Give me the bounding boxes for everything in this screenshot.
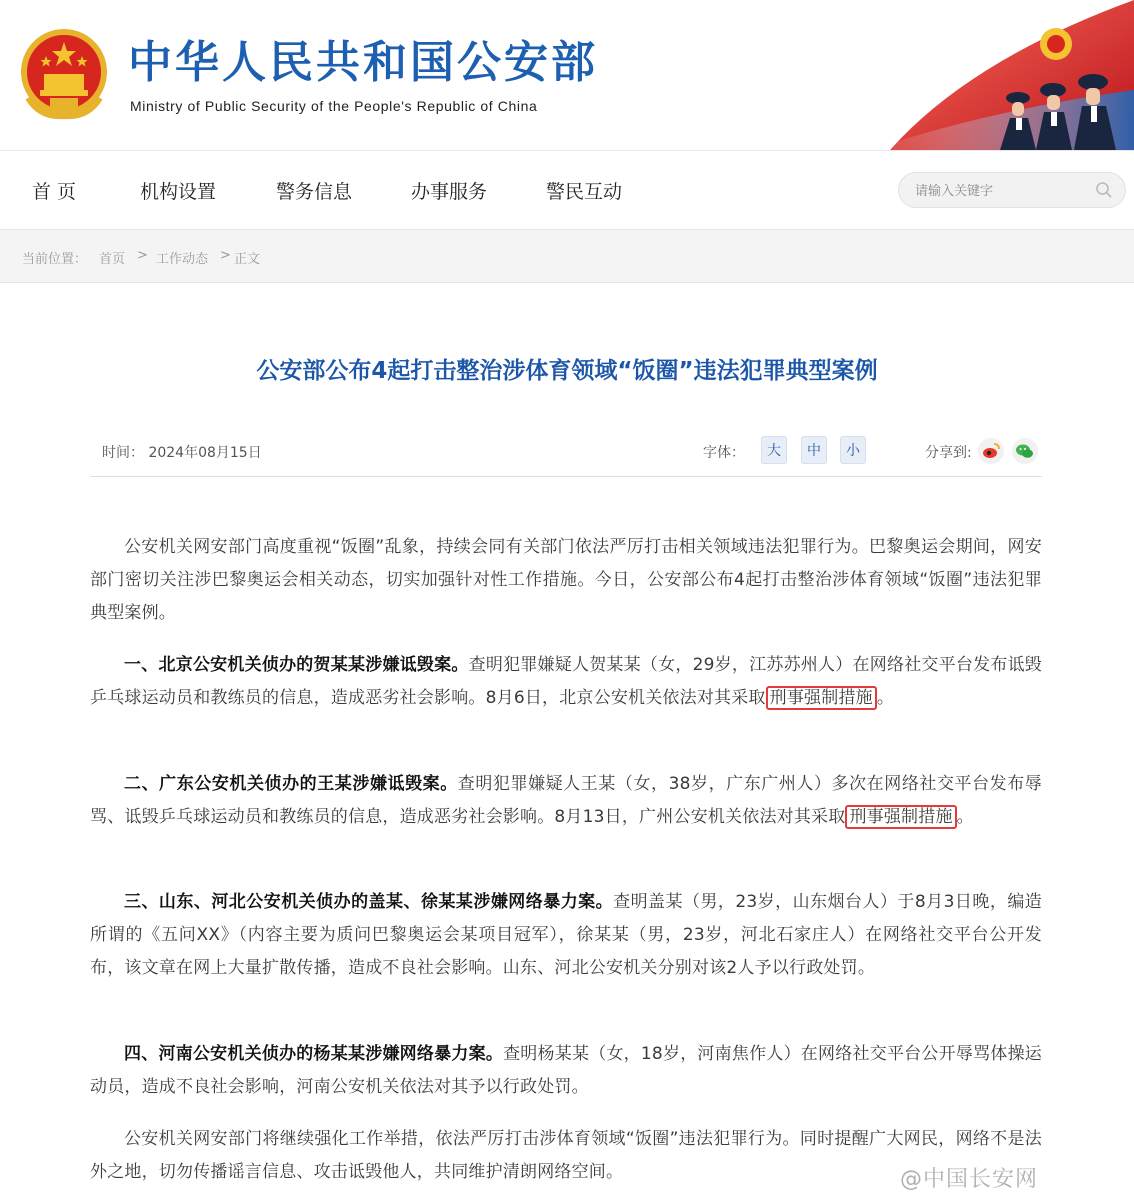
closing-text: 公安机关网安部门将继续强化工作举措，依法严厉打击涉体育领域“饭圈”违法犯罪行为。同时提醒广大网民，网络不是法外之地，切勿传播谣言信息、攻击诋毁他人，共同维护清朗网络空间。 [90, 1129, 1042, 1182]
case-body-4: 查明杨某某（女，18岁，河南焦作人）在网络社交平台公开辱骂体操运动员，造成不良社会影响，河南公安机关依法对其予以行政处罚。 [90, 1044, 1042, 1097]
font-small-button[interactable]: 小 [840, 436, 866, 464]
site-header [0, 0, 1134, 151]
case-paragraph-4 [90, 1038, 1042, 1104]
case-end-2: 。 [956, 807, 974, 827]
font-medium-button[interactable]: 中 [801, 436, 827, 464]
case-paragraph-2 [90, 768, 1042, 834]
meta-divider [90, 476, 1042, 477]
case-heading-4: 四、河南公安机关侦办的杨某某涉嫌网络暴力案。 [124, 1044, 504, 1064]
case-body-3: 查明盖某（男，23岁，山东烟台人）于8月3日晚，编造所谓的《五问XX》（内容主要为质问巴黎奥运会某项目冠军），徐某某（男，23岁，河北石家庄人）在网络社交平台公开发布，该文章在网上大量扩散传播，造成不良社会影响。山东、河北公安机关分别对该2人予以行政处罚。 [90, 892, 1042, 978]
breadcrumb-home[interactable]: 首页 [99, 252, 126, 267]
article-title: 公安部公布4起打击整治涉体育领域“饭圈”违法犯罪典型案例 [256, 358, 878, 384]
highlight-criminal-measures-2: 刑事强制措施 [845, 805, 956, 829]
case-body-2: 查明犯罪嫌疑人王某（女，38岁，广东广州人）多次在网络社交平台发布辱骂、诋毁乒乓球运动员和教练员的信息，造成恶劣社会影响。8月13日，广州公安机关依法对其采取 [90, 774, 1042, 827]
nav-item-home[interactable]: 首 页 [32, 181, 77, 203]
case-paragraph-1 [90, 649, 1042, 715]
case-heading-1: 一、北京公安机关侦办的贺某某涉嫌诋毁案。 [124, 655, 469, 675]
police-banner-image [850, 0, 1134, 150]
font-large-button[interactable]: 大 [761, 436, 787, 464]
case-end-1: 。 [876, 688, 895, 708]
watermark: @中国长安网 [900, 1167, 1039, 1192]
case-heading-3: 三、山东、河北公安机关侦办的盖某、徐某某涉嫌网络暴力案。 [124, 892, 614, 912]
nav-item-organization[interactable]: 机构设置 [140, 181, 217, 203]
breadcrumb [0, 230, 1134, 283]
case-paragraph-3 [90, 886, 1042, 985]
search-box [898, 172, 1126, 208]
national-emblem-icon [20, 28, 108, 120]
highlight-criminal-measures-1: 刑事强制措施 [766, 686, 877, 710]
intro-text: 公安机关网安部门高度重视“饭圈”乱象，持续会同有关部门依法严厉打击相关领域违法犯罪行为。巴黎奥运会期间，网安部门密切关注涉巴黎奥运会相关动态，切实加强针对性工作措施。今日，公安部公布4起打击整治涉体育领域“饭圈”违法犯罪典型案例。 [90, 537, 1042, 623]
publish-time: 时间： 2024年08月15日 [102, 445, 262, 461]
case-heading-2: 二、广东公安机关侦办的王某涉嫌诋毁案。 [124, 774, 458, 794]
site-subtitle: Ministry of Public Security of the People's Republic of China [130, 98, 538, 114]
breadcrumb-label: 当前位置： [22, 252, 88, 267]
font-size-label: 字体： [703, 445, 745, 461]
site-title: 中华人民共和国公安部 [128, 37, 598, 88]
case-body-1: 查明犯罪嫌疑人贺某某（女，29岁，江苏苏州人）在网络社交平台发布诋毁乒乓球运动员和教练员的信息，造成恶劣社会影响。8月6日，北京公安机关依法对其采取 [90, 655, 1043, 708]
wechat-share-icon[interactable] [1012, 438, 1038, 464]
nav-item-police-info[interactable]: 警务信息 [276, 181, 353, 203]
breadcrumb-separator: > [220, 248, 231, 263]
share-label: 分享到: [925, 445, 972, 461]
breadcrumb-work-news[interactable]: 工作动态 [156, 252, 209, 267]
nav-item-services[interactable]: 办事服务 [411, 181, 488, 203]
weibo-share-icon[interactable] [978, 438, 1004, 464]
search-icon[interactable] [1095, 181, 1113, 199]
breadcrumb-current: 正文 [234, 252, 261, 267]
search-input[interactable] [913, 180, 1087, 202]
intro-paragraph [90, 531, 1042, 630]
breadcrumb-separator: > [137, 248, 148, 263]
nav-item-interaction[interactable]: 警民互动 [546, 181, 623, 203]
